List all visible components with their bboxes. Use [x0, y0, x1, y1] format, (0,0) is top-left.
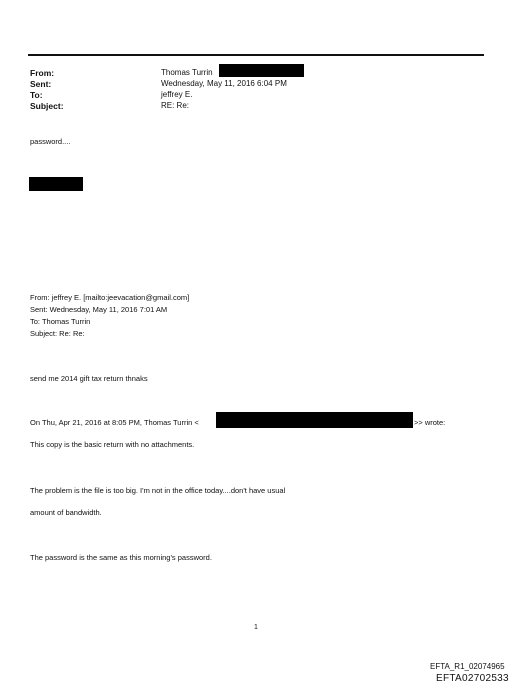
doc-id-1: EFTA_R1_02074965	[430, 662, 505, 671]
body-line-1: This copy is the basic return with no attachments.	[30, 440, 195, 449]
redaction-signature	[29, 177, 83, 191]
body-line-4: The password is the same as this morning's password.	[30, 553, 212, 562]
quoted-subject: Subject: Re: Re:	[30, 329, 85, 338]
quoted-from: From: jeffrey E. [mailto:jeevacation@gmail.com]	[30, 293, 190, 302]
to-label: To:	[30, 90, 43, 100]
sent-value: Wednesday, May 11, 2016 6:04 PM	[161, 79, 287, 88]
redaction-email	[216, 412, 413, 428]
body-line-2: The problem is the file is too big. I'm not in the office today....don't have usual	[30, 486, 286, 495]
doc-id-2: EFTA02702533	[436, 673, 509, 684]
quoted-to: To: Thomas Turrin	[30, 317, 91, 326]
to-value: jeffrey E.	[161, 90, 193, 99]
sent-label: Sent:	[30, 79, 52, 89]
from-value: Thomas Turrin	[161, 68, 213, 77]
quoted-message: send me 2014 gift tax return thnaks	[30, 374, 148, 383]
wrote-suffix: >> wrote:	[414, 418, 446, 427]
subject-value: RE: Re:	[161, 101, 190, 110]
wrote-prefix: On Thu, Apr 21, 2016 at 8:05 PM, Thomas Turrin <	[30, 418, 199, 427]
from-label: From:	[30, 68, 55, 78]
subject-label: Subject:	[30, 101, 64, 111]
reply-text: password....	[30, 137, 71, 146]
page-number: 1	[254, 624, 258, 631]
quoted-sent: Sent: Wednesday, May 11, 2016 7:01 AM	[30, 305, 168, 314]
body-line-3: amount of bandwidth.	[30, 508, 102, 517]
header-rule	[28, 54, 484, 56]
redaction-from	[219, 64, 304, 77]
